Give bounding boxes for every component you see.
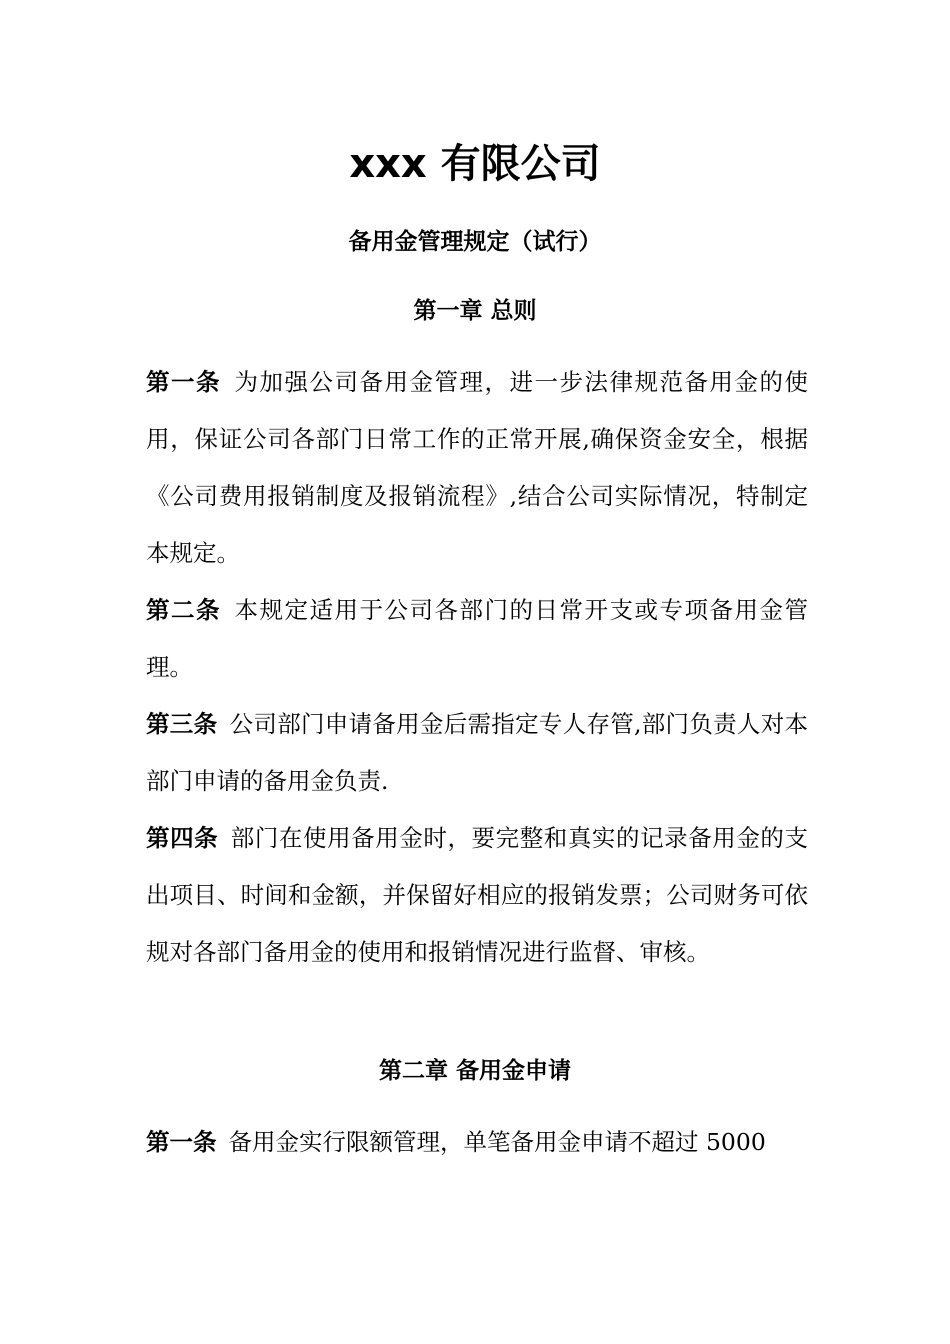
article-label: 第一条 [146, 368, 221, 396]
article-text: 公司部门申请备用金后需指定专人存管,部门负责人对本部门申请的备用金负责. [146, 710, 808, 795]
document-subtitle: 备用金管理规定（试行） [348, 229, 602, 255]
chapter-2-article-1 [146, 1114, 808, 1171]
chapter-1-heading: 第一章 总则 [413, 298, 537, 324]
article-text: 本规定适用于公司各部门的日常开支或专项备用金管理。 [146, 596, 808, 681]
chapter-1-article-4 [146, 810, 808, 981]
chapter-1-article-2 [146, 582, 808, 696]
article-label: 第三条 [146, 710, 218, 738]
article-label: 第一条 [146, 1128, 217, 1156]
document-title: xxx 有限公司 [349, 141, 601, 187]
article-text: 部门在使用备用金时，要完整和真实的记录备用金的支出项目、时间和金额，并保留好相应的报销发票；公司财务可依规对各部门备用金的使用和报销情况进行监督、审核。 [146, 824, 809, 966]
article-text: 为加强公司备用金管理，进一步法律规范备用金的使用，保证公司各部门日常工作的正常开展,确保资金安全，根据《公司费用报销制度及报销流程》,结合公司实际情况，特制定本规定。 [146, 368, 808, 567]
chapter-1-article-1 [146, 354, 808, 582]
article-text: 备用金实行限额管理，单笔备用金申请不超过 5000 [228, 1128, 766, 1156]
article-label: 第四条 [146, 824, 219, 852]
article-label: 第二条 [146, 596, 221, 624]
chapter-2-heading: 第二章 备用金申请 [378, 1058, 571, 1084]
chapter-1-article-3 [146, 696, 808, 810]
